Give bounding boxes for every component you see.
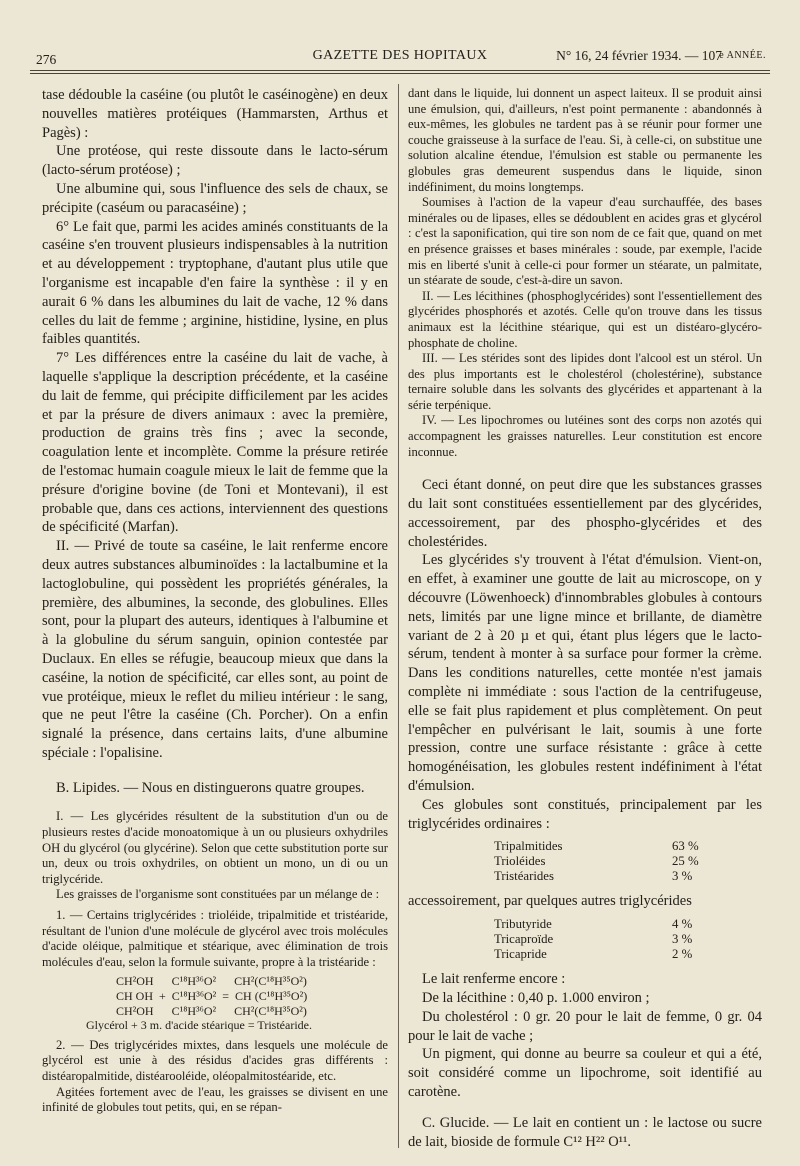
table-cell-value: 3 %	[672, 932, 693, 947]
table-row	[494, 947, 714, 962]
issue-date: N° 16, 24 février 1934. — 107	[556, 48, 722, 63]
formula-line: CH OH + C¹⁸H³⁶O² = CH (C¹⁸H³⁵O²)	[116, 989, 308, 1004]
table-row	[494, 869, 714, 884]
table-row	[494, 839, 714, 854]
section-heading-glucide: C. Glucide. — Le lait en contient un : le lactose ou sucre de lait, bioside de formule C¹² H²² O¹¹.	[408, 1114, 762, 1150]
table-row	[494, 854, 714, 869]
table-cell-value: 63 %	[672, 839, 699, 854]
composition-table-secondary	[494, 917, 714, 962]
header-rule-top	[30, 70, 770, 71]
paragraph: Les graisses de l'organisme sont constituées par un mélange de :	[56, 887, 380, 902]
table-cell-name: Tripalmitides	[494, 839, 563, 854]
paragraph: 6° Le fait que, parmi les acides aminés constituants de la caséine s'en trouvent plusieurs indispensables à la nutrition et au développement : tryptophane, d'autant plus utile que l'organisme est incapable d'en faire la synthèse : il y en aurait 6 % dans les albumines du lait de vache, 12 % dans celles du lait de femme ; arginine, histidine, lysine, en plus faibles quantités.	[42, 218, 388, 348]
table-cell-name: Trioléides	[494, 854, 546, 869]
table-row	[494, 917, 714, 932]
header-rule-bottom	[30, 73, 770, 74]
paragraph: III. — Les stérides sont des lipides dont l'alcool est un stérol. Un des plus importants est le cholestérol (cholestérine), substance ternaire soluble dans les solvants des glycérides et appartenant à la série terpénique.	[408, 351, 762, 412]
table-cell-name: Tristéarides	[494, 869, 554, 884]
journal-title: GAZETTE DES HOPITAUX	[312, 48, 488, 63]
paragraph: IV. — Les lipochromes ou lutéines sont des corps non azotés qui accompagnent les graisses naturelles. Leur constitution est encore inconnue.	[408, 413, 762, 459]
table-cell-name: Tributyride	[494, 917, 552, 932]
paragraph: Ces globules sont constitués, principalement par les triglycérides ordinaires :	[408, 796, 762, 832]
paragraph: II. — Les lécithines (phosphoglycérides) sont l'essentiellement des glycérides phosphorés et azotés. Celle qu'on trouve dans les tissus animaux est la lécithine stéarique, qui est un distéaro-glycéro-phosphate de choline.	[408, 288, 762, 350]
page-number: 276	[36, 52, 57, 67]
paragraph: Agitées fortement avec de l'eau, les graisses se divisent en une infinité de globules tout petits, qui, en se répan-	[42, 1084, 388, 1115]
section-heading-lipides: B. Lipides. — Nous en distinguerons quatre groupes.	[56, 779, 365, 796]
paragraph: tase dédouble la caséine (ou plutôt le caséinogène) en deux nouvelles matières protéiques (Hammarsten, Arthus et Pagès) :	[42, 87, 388, 141]
table-cell-value: 4 %	[672, 917, 693, 932]
right-column	[408, 86, 762, 1151]
paragraph: I. — Les glycérides résultent de la substitution d'un ou de plusieurs restes d'acide monoatomique à un ou plusieurs oxhydriles OH du glycérol (ou glycérine). Selon que cette substitution porte sur un, deux ou trois oxhydriles, on obtient un mono, un di ou un triglycéride.	[42, 809, 388, 886]
paragraph: accessoirement, par quelques autres triglycérides	[408, 893, 692, 910]
table-cell-value: 2 %	[672, 947, 693, 962]
formula-line: CH²OH C¹⁸H³⁶O² CH²(C¹⁸H³⁵O²)	[116, 974, 307, 989]
page-header	[30, 46, 770, 68]
paragraph: 2. — Des triglycérides mixtes, dans lesquels une molécule de glycérol est unie à des résidus d'acides gras différents : distéaropalmitide, distéarooléide, oléopalmitostéaride, etc.	[42, 1037, 388, 1083]
table-cell-value: 3 %	[672, 869, 693, 884]
paragraph: dant dans le liquide, lui donnent un aspect laiteux. Il se produit ainsi une émulsion, qui, d'ailleurs, n'est point permanente : abandonnés à eux-mêmes, les globules ne tardent pas à se réunir pour former une couche graisseuse à la surface de l'eau. Si, à celle-ci, on substitue une solution alcaline étendue, l'émulsion est stable ou permanente les globules gras demeurent suspendus dans le liquide, sinon indéfiniment, du moins longtemps.	[408, 86, 762, 194]
left-column	[42, 86, 388, 1116]
paragraph: Ceci étant donné, on peut dire que les substances grasses du lait sont constituées essentiellement par des glycérides, accessoirement, par des phospho-glycérides et des cholestérides.	[408, 477, 762, 550]
formula-line: CH²OH C¹⁸H³⁶O² CH²(C¹⁸H³⁵O²)	[116, 1003, 307, 1018]
chemical-formula	[86, 974, 388, 1033]
paragraph: Une protéose, qui reste dissoute dans le lacto-sérum (lacto-sérum protéose) ;	[42, 143, 388, 179]
paragraph: 1. — Certains triglycérides : trioléide, tripalmitide et tristéaride, résultant de l'union d'une molécule de glycérol avec trois molécules d'acide oléique, palmitique et stéarique, avec élimination de trois molécules d'eau, selon la formule suivante, propre à la tristéaride :	[42, 908, 388, 969]
composition-table-main	[494, 839, 714, 884]
paragraph: Du cholestérol : 0 gr. 20 pour le lait de femme, 0 gr. 04 pour le lait de vache ;	[408, 1008, 762, 1044]
column-divider	[398, 84, 399, 1148]
table-row	[494, 932, 714, 947]
table-cell-value: 25 %	[672, 854, 699, 869]
paragraph: II. — Privé de toute sa caséine, le lait renferme encore deux autres substances albuminoïdes : la lactalbumine et la lactoglobuline, qui possèdent les propriétés générales, la première, des albumines, la seconde, des globulines. Elles sont, pour la plupart des auteurs, identiques à l'albumine et à la globuline du sérum sanguin, opinion contestée par Duclaux. En elles se réfugie, beaucoup mieux que dans la caséine, la notion de spécificité, car elles sont, au point de vue protéique, mieux le reflet du milieu intérieur : le sang, que ne peut l'être la caséine (Ch. Porcher). On a enfin signalé la présence, dans certains laits, d'une albumine spéciale : l'opalisine.	[42, 538, 388, 761]
paragraph: 7° Les différences entre la caséine du lait de vache, à laquelle s'applique la description précédente, et la caséine du lait de femme, qui précipite difficilement par les acides et par la présure de divers animaux : avec la première, production de grains très fins ; avec la seconde, coagulation lente et incomplète. Comme la présure retirée de l'estomac humain coagule mieux le lait de femme que la présure d'origine bovine (de Toni et Montevani), il est probable que, dans ces actions, interviennent des questions de spécificité (Marfan).	[42, 350, 388, 536]
table-cell-name: Tricapride	[494, 947, 547, 962]
paragraph: Le lait renferme encore :	[422, 971, 566, 988]
table-cell-name: Tricaproïde	[494, 932, 554, 947]
paragraph: De la lécithine : 0,40 p. 1.000 environ ;	[422, 989, 650, 1006]
year-label: e ANNÉE.	[719, 50, 766, 61]
paragraph: Un pigment, qui donne au beurre sa couleur et qui a été, soit considéré comme un lipochrome, soit identifié au carotène.	[408, 1046, 762, 1100]
paragraph: Les glycérides s'y trouvent à l'état d'émulsion. Vient-on, en effet, à examiner une goutte de lait au microscope, on y découvre (Löwenhoeck) d'innombrables globules à contours nets, limités par une ligne mince et brillante, de diamètre variant de 2 à 20 µ et qui, étant plus légers que le lacto-sérum, tendent à monter à sa surface pour former la crème. Dans les conditions naturelles, cette montée n'est jamais complète ni immédiate : sous l'action de la centrifugeuse, elle se fait plus rapidement et plus complètement. On peut l'empêcher en pulvérisant le lait, soumis à une forte pression, contre une surface résistante : grâce à cette homogénéisation, les globules restent indéfiniment à l'état d'émulsion.	[408, 552, 762, 794]
paragraph: Une albumine qui, sous l'influence des sels de chaux, se précipite (caséum ou paracaséine) ;	[42, 180, 388, 216]
formula-caption: Glycérol + 3 m. d'acide stéarique = Tristéaride.	[86, 1018, 312, 1033]
paragraph: Soumises à l'action de la vapeur d'eau surchauffée, des bases minérales ou de lipases, elles se dédoublent en acides gras et glycérol : c'est la saponification, qui tire son nom de ce fait que, quand on met en présence graisses et bases minérales : soude, par exemple, l'acide mis en liberté s'unit à celle-ci pour former un stéarate, un palmitate, un stéarate de soude, c'est-à-dire un savon.	[408, 195, 762, 288]
